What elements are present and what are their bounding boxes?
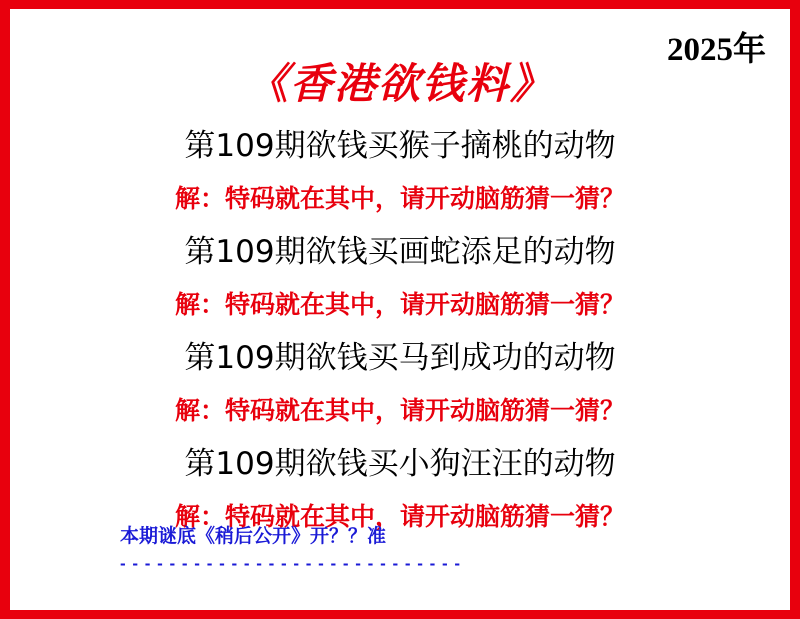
list-item: [10, 119, 790, 225]
border-bottom: [0, 610, 800, 619]
answer-text: 解：特码就在其中，请开动脑筋猜一猜？: [174, 290, 625, 319]
answer-text: 解：特码就在其中，请开动脑筋猜一猜？: [174, 396, 625, 425]
poster-content: [10, 9, 790, 610]
riddle-text: 第109期欲钱买小狗汪汪的动物: [184, 446, 616, 482]
year-label: 2025年: [667, 32, 766, 68]
border-left: [0, 0, 10, 619]
answer-text: 解：特码就在其中，请开动脑筋猜一猜？: [174, 184, 625, 213]
border-right: [790, 0, 800, 619]
footer: [120, 521, 680, 574]
page-title: 《香港欲钱料》: [245, 59, 554, 108]
riddle-text: 第109期欲钱买画蛇添足的动物: [184, 234, 616, 270]
border-top: [0, 0, 800, 9]
list-item: [10, 225, 790, 331]
list-item: [10, 331, 790, 437]
riddle-text: 第109期欲钱买马到成功的动物: [184, 340, 616, 376]
riddle-text: 第109期欲钱买猴子摘桃的动物: [184, 128, 616, 164]
footer-note: 本期谜底《稍后公开》开？？准: [120, 525, 387, 547]
footer-divider: - - - - - - - - - - - - - - - - - - - - - - - - - - - -: [120, 554, 462, 573]
answer-text: 解：特码就在其中，请开动脑筋猜一猜？: [174, 502, 625, 531]
entry-list: [10, 119, 790, 543]
